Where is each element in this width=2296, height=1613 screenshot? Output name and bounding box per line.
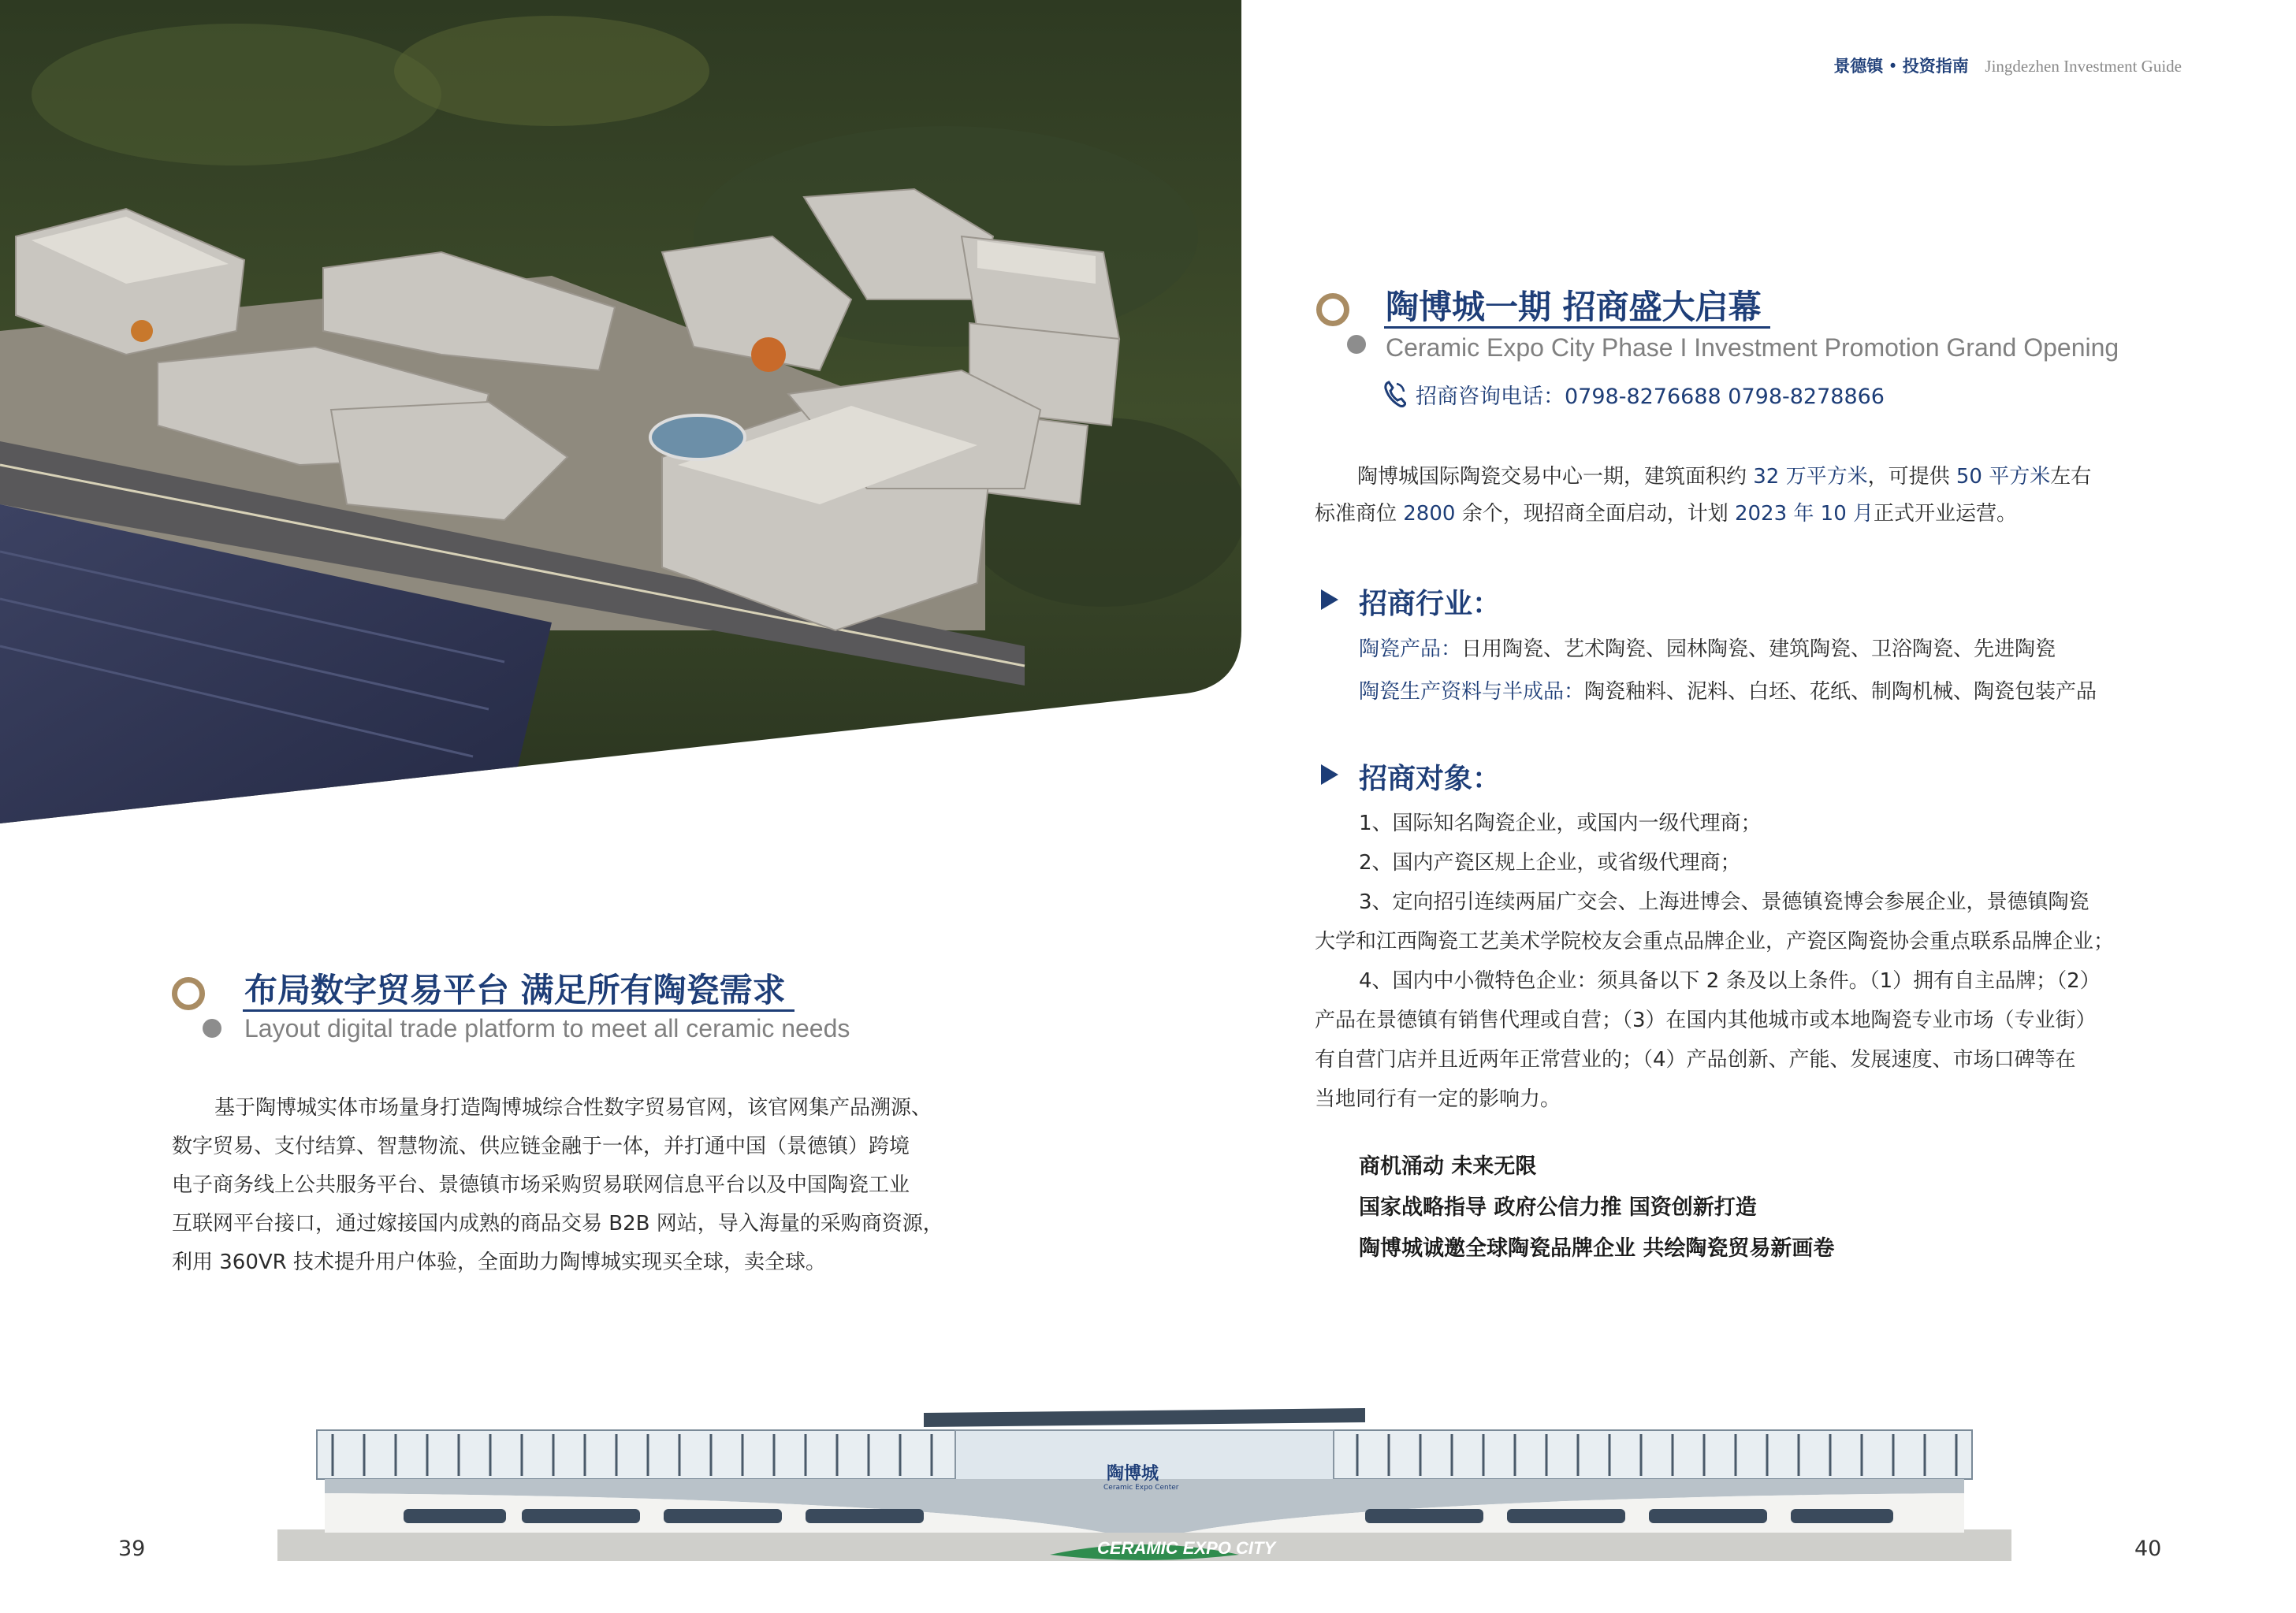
targets-heading: 招商对象： <box>1359 762 1502 795</box>
industry-text: 陶瓷釉料、泥料、白坯、花纸、制陶机械、陶瓷包装产品 <box>1584 680 2097 704</box>
left-paragraph <box>172 1089 943 1282</box>
targets-list <box>1315 804 2114 1119</box>
triangle-bullet-icon <box>1321 764 1338 785</box>
intro-text: 余个，现招商全面启动，计划 <box>1455 502 1735 526</box>
header-title-en: Jingdezhen Investment Guide <box>1985 57 2182 76</box>
intro-text: 正式开业运营。 <box>1874 502 2018 526</box>
building-illustration <box>277 1391 2011 1572</box>
industry-label: 陶瓷产品： <box>1359 637 1462 661</box>
page-number-left: 39 <box>118 1537 146 1561</box>
target-line: 有自营门店并且近两年正常营业的；（4）产品创新、产能、发展速度、市场口碑等在 <box>1315 1048 2076 1072</box>
left-section-subtitle: Layout digital trade platform to meet all ceramic needs <box>244 1014 850 1043</box>
header-dot: • <box>1888 57 1898 76</box>
dot-icon <box>203 1019 221 1038</box>
paragraph-line: 电子商务线上公共服务平台、景德镇市场采购贸易联网信息平台以及中国陶瓷工业 <box>172 1173 910 1197</box>
paragraph-line: 利用 360VR 技术提升用户体验，全面助力陶博城实现买全球，卖全球。 <box>172 1251 827 1274</box>
area-value: 32 万平方米 <box>1753 465 1868 489</box>
slogan-line: 国家战略指导 政府公信力推 国资创新打造 <box>1359 1195 1757 1220</box>
intro-paragraph <box>1315 459 2162 533</box>
paragraph-line: 数字贸易、支付结算、智慧物流、供应链金融于一体，并打通中国（景德镇）跨境 <box>172 1135 910 1158</box>
dot-icon <box>1347 335 1366 354</box>
industry-heading: 招商行业： <box>1359 587 1502 620</box>
aerial-render-image <box>0 0 1241 823</box>
intro-text: 标准商位 <box>1315 502 1404 526</box>
opening-date-value: 2023 年 10 月 <box>1734 502 1874 526</box>
industry-text: 日用陶瓷、艺术陶瓷、园林陶瓷、建筑陶瓷、卫浴陶瓷、先进陶瓷 <box>1461 637 2056 661</box>
header-title-cn: 景德镇 <box>1833 56 1884 76</box>
unit-count-value: 2800 <box>1403 502 1456 526</box>
target-line: 4、国内中小微特色企业：须具备以下 2 条及以上条件。（1）拥有自主品牌；（2） <box>1359 969 2101 993</box>
target-line: 产品在景德镇有销售代理或自营；（3）在国内其他城市或本地陶瓷专业市场（专业街） <box>1315 1009 2097 1032</box>
target-line: 当地同行有一定的影响力。 <box>1315 1087 1561 1111</box>
industry-label: 陶瓷生产资料与半成品： <box>1359 680 1585 704</box>
title-underline <box>243 1009 794 1012</box>
ring-icon <box>172 977 205 1010</box>
building-banner: CERAMIC EXPO CITY <box>1097 1538 1276 1558</box>
intro-text: 左右 <box>2050 465 2092 489</box>
target-line: 1、国际知名陶瓷企业，或国内一级代理商； <box>1359 812 1762 835</box>
intro-text: 陶博城国际陶瓷交易中心一期，建筑面积约 <box>1357 465 1754 489</box>
building-sign-en: Ceramic Expo Center <box>1103 1484 1179 1492</box>
triangle-bullet-icon <box>1321 589 1338 610</box>
phone-icon <box>1384 381 1406 407</box>
header-title-cn2: 投资指南 <box>1902 56 1969 76</box>
slogan-line: 陶博城诚邀全球陶瓷品牌企业 共绘陶瓷贸易新画卷 <box>1359 1236 1835 1261</box>
target-line: 大学和江西陶瓷工艺美术学院校友会重点品牌企业，产瓷区陶瓷协会重点联系品牌企业； <box>1315 930 2115 953</box>
target-line: 2、国内产瓷区规上企业，或省级代理商； <box>1359 851 1741 875</box>
slogan-block <box>1359 1147 1834 1269</box>
running-header <box>1833 54 2182 77</box>
slogan-line: 商机涌动 未来无限 <box>1359 1154 1537 1179</box>
paragraph-line: 基于陶博城实体市场量身打造陶博城综合性数字贸易官网，该官网集产品溯源、 <box>214 1096 932 1120</box>
intro-text: ，可提供 <box>1867 465 1956 489</box>
investment-phone: 招商咨询电话：0798-8276688 0798-8278866 <box>1416 385 1885 409</box>
right-section-subtitle: Ceramic Expo City Phase I Investment Promotion Grand Opening <box>1386 333 2119 362</box>
title-underline <box>1384 326 1770 329</box>
unit-size-value: 50 平方米 <box>1956 465 2051 489</box>
paragraph-line: 互联网平台接口，通过嫁接国内成熟的商品交易 B2B 网站，导入海量的采购商资源， <box>172 1212 943 1236</box>
industry-row-materials <box>1359 671 2097 713</box>
right-section-title: 陶博城一期 招商盛大启幕 <box>1386 288 1762 326</box>
building-sign-cn: 陶博城 <box>1107 1463 1159 1484</box>
target-line: 3、定向招引连续两届广交会、上海进博会、景德镇瓷博会参展企业，景德镇陶瓷 <box>1359 890 2089 914</box>
page-number-right: 40 <box>2134 1537 2162 1561</box>
industry-row-ceramic-products <box>1359 628 2056 671</box>
ring-icon <box>1316 293 1349 326</box>
left-section-title: 布局数字贸易平台 满足所有陶瓷需求 <box>244 971 786 1009</box>
